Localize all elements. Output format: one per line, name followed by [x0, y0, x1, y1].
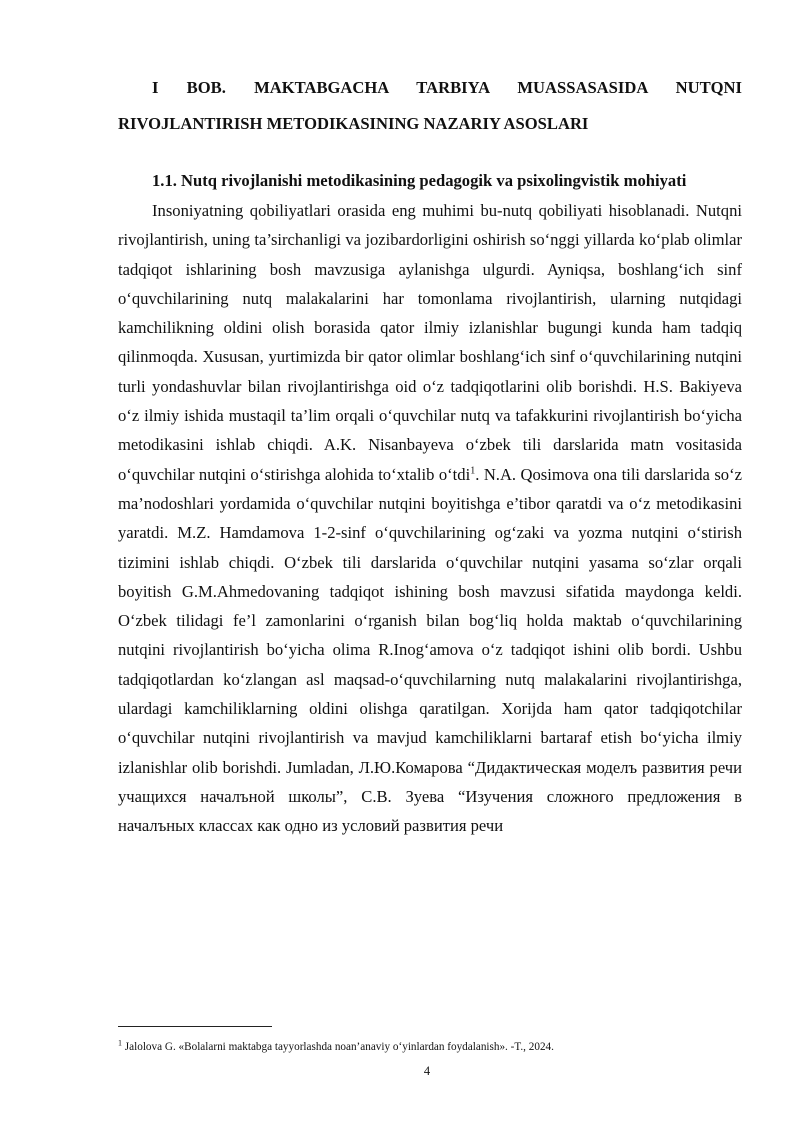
- footnote-text: Jalolova G. «Bolalarni maktabga tayyorlashda noan’anaviy o‘yinlardan foydalanish». -T., 2024.: [122, 1041, 554, 1053]
- body-paragraph-part-2: . N.A. Qosimova ona tili darslarida so‘z ma’nodoshlari yordamida o‘quvchilar nutqini boyitishga e’tibor qaratdi va o‘z metodikasini yaratdi. M.Z. Hamdamova 1-2-sinf o‘quvchilarining og‘zaki va yozma nutqini o‘stirish tizimini ishlab chiqdi. O‘zbek tili darslarida o‘quvchilar nutqini yasama so‘zlar orqali boyitish G.M.Ahmedovaning tadqiqot ishining bosh mavzusi sifatida maydonga keldi. O‘zbek tilidagi fe’l zamonlarini o‘rganish bilan bog‘liq holda maktab o‘quvchilarining nutqini rivojlantirish bo‘yicha olima R.Inog‘amova o‘z tadqiqot ishini olib bordi. Ushbu tadqiqotlardan ko‘zlangan asl maqsad-o‘quvchilarning nutq malakalarini rivojlantirishga, ulardagi kamchiliklarning oldini olishga qaratilgan. Xorijda ham qator tadqiqotchilar o‘quvchilar nutqini rivojlantirish va mavjud kamchiliklarni bartaraf etish bo‘yicha ilmiy izlanishlar olib borishdi. Jumladan, Л.Ю.Комарова “Дидактическая моделъ развития речи учащихся началъной школы”, С.В. Зуева “Изучения сложного предложения в началъных классах как одно из условий развития речи: [118, 464, 742, 836]
- footnote-separator: [118, 1026, 272, 1027]
- footnote-reference[interactable]: 1: [470, 465, 476, 477]
- page-number: 4: [423, 1064, 431, 1078]
- chapter-title: I BOB. MAKTABGACHA TARBIYA MUASSASASIDA NUTQNI RIVOJLANTIRISH METODIKASINING NAZARIY ASOSLARI: [118, 78, 742, 133]
- footnote: [118, 1040, 742, 1054]
- body-paragraph: [118, 196, 742, 841]
- footnote-number: 1: [118, 1038, 122, 1048]
- page-body: [118, 70, 742, 841]
- section-title: 1.1. Nutq rivojlanishi metodikasining pedagogik va psixolingvistik mohiyati: [152, 171, 687, 190]
- body-paragraph-part-1: Insoniyatning qobiliyatlari orasida eng muhimi bu-nutq qobiliyati hisoblanadi. Nutqni rivojlantirish, uning ta’sirchanligi va jozibardorligini oshirish so‘nggi yillarda ko‘plab olimlar tadqiqot ishlarining bosh mavzusiga aylanishga ulgurdi. Ayniqsa, boshlang‘ich sinf o‘quvchilarining nutq malakalarini har tomonlama rivojlantirish, ularning nutqidagi kamchilikning oldini olish borasida qator ilmiy izlanishlar bugungi kunda ham tadqiq qilinmoqda. Xususan, yurtimizda bir qator olimlar boshlang‘ich sinf o‘quvchilarining nutqini turli yondashuvlar bilan rivojlantirishga oid o‘z tadqiqotlarini olib borishdi. H.S. Bakiyeva o‘z ilmiy ishida mustaqil ta’lim orqali o‘quvchilar nutq va tafakkurini rivojlantirish bo‘yicha metodikasini ishlab chiqdi. A.K. Nisanbayeva o‘zbek tili darslarida matn vositasida o‘quvchilar nutqini o‘stirishga alohida to‘xtalib o‘tdi: [118, 201, 742, 484]
